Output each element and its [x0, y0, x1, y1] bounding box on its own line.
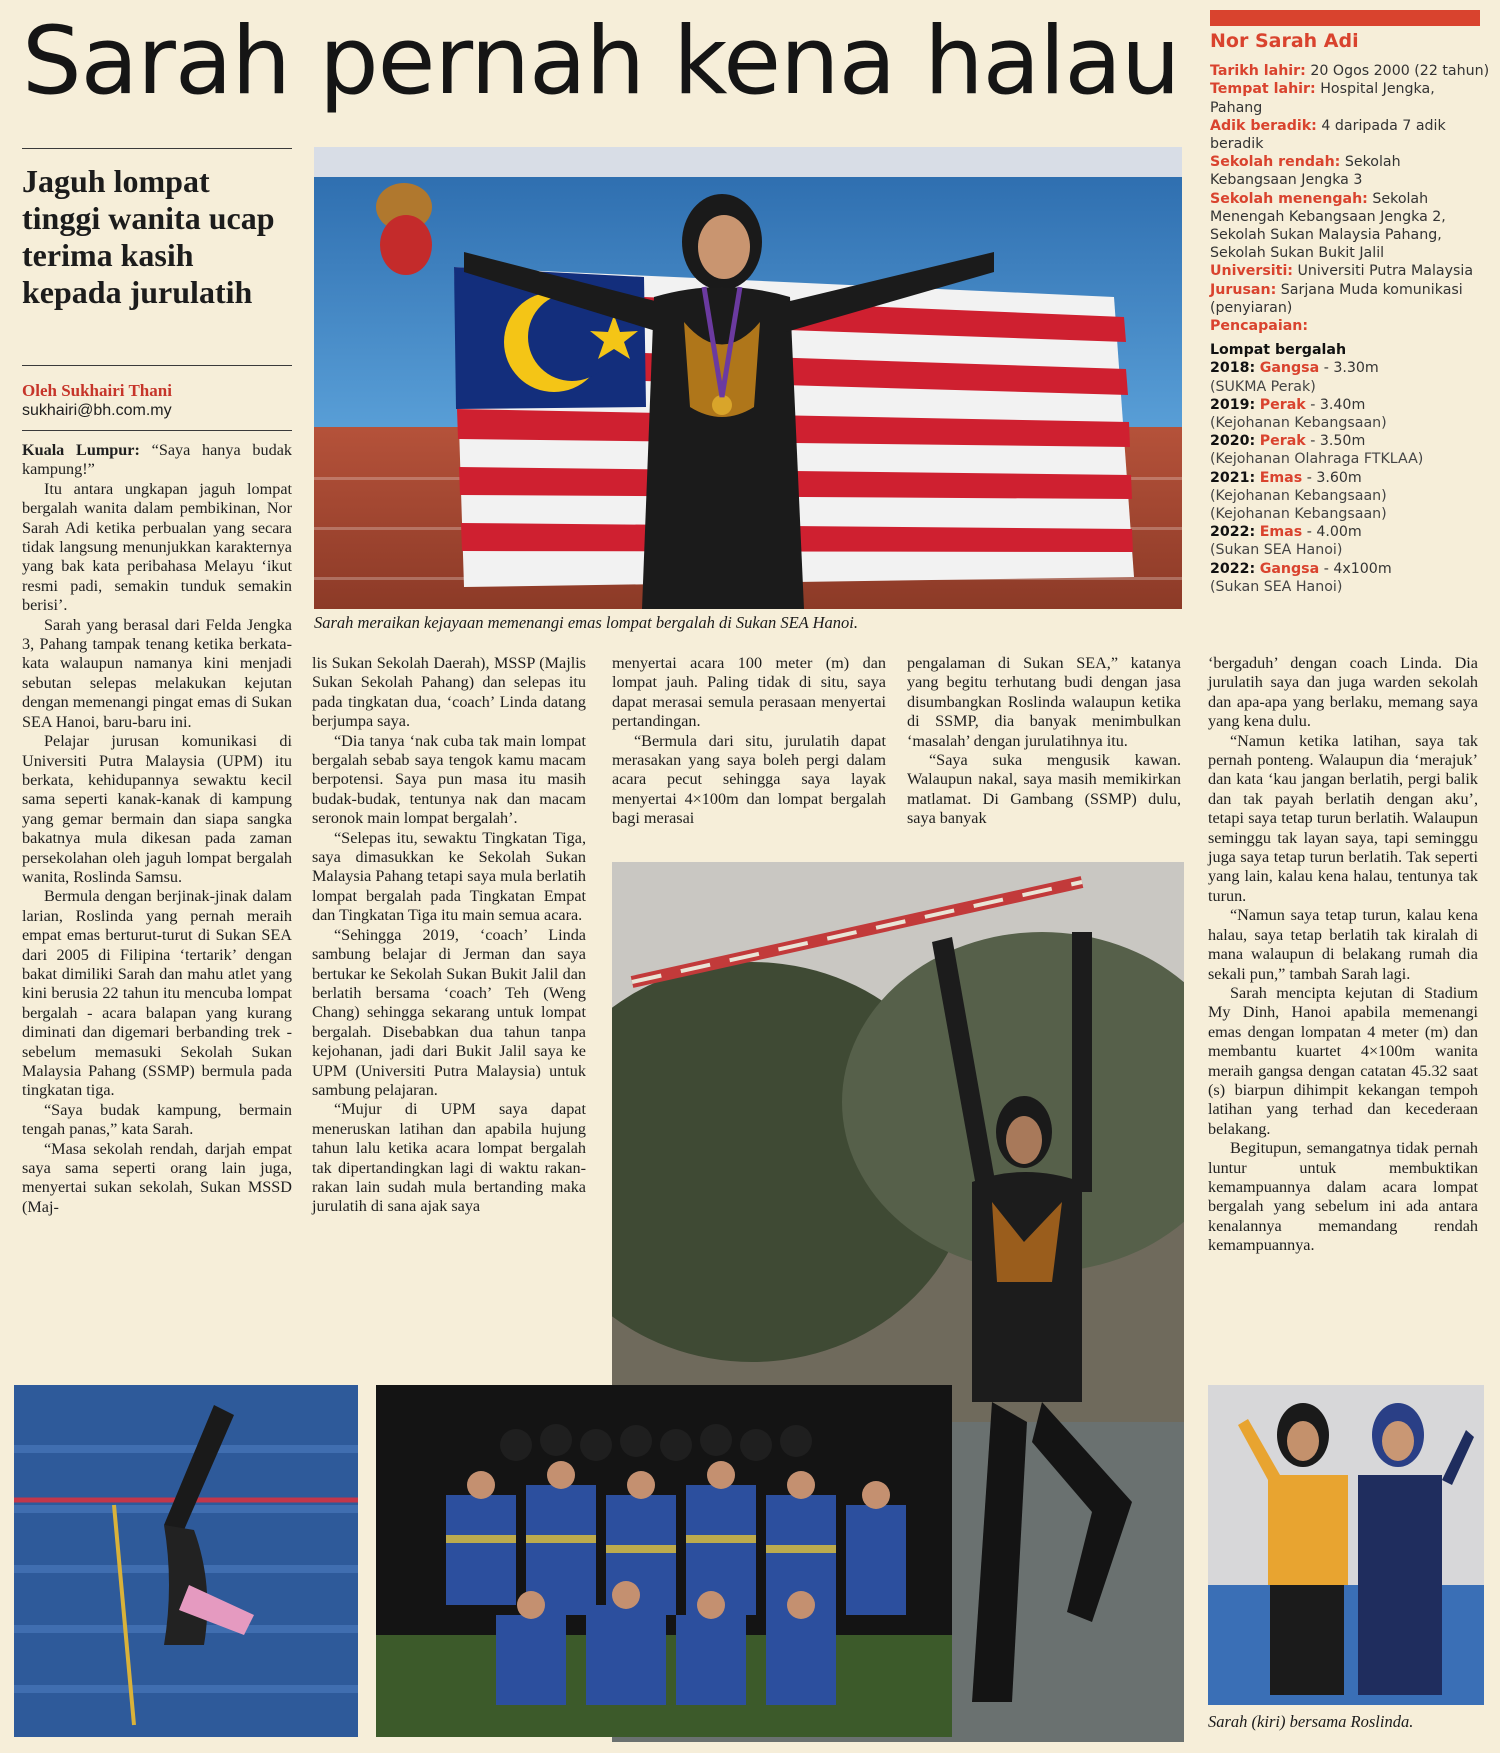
article-paragraph: “Bermula dari situ, jurulatih dapat merasakan yang saya boleh pergi dalam acara pecut sehingga saya layak menyertai 4×100m dan lompat bergalah bagi merasai — [612, 731, 886, 828]
article-paragraph: Sarah mencipta kejutan di Stadium My Dinh, Hanoi apabila memenangi emas dengan lompatan 4 meter (m) dan membantu kuartet 4×100m wanita meraih gangsa dengan catatan 45.32 saat (s) biarpun dihimpit kekangan tempoh latihan yang terhad dan kecederaan belakang. — [1208, 983, 1478, 1138]
article-paragraph: Kuala Lumpur: “Saya hanya budak kampung!” — [22, 441, 292, 479]
sidebar-row-primary-school: Sekolah rendah: Sekolah Kebangsaan Jengka 3 — [1210, 154, 1401, 189]
main-photo-flag — [314, 147, 1182, 609]
article-column-2 — [312, 654, 586, 1217]
article-paragraph: Bermula dengan berjinak-jinak dalam larian, Roslinda yang pernah meraih empat emas berturut-turut di Sukan SEA dari 2005 di Filipina ‘tertarik’ dengan bakat dimiliki Sarah dan mahu atlet yang kini berusia 22 tahun itu mencuba lompat bergalah - acara balapan yang kurang diminati dan digemari berbanding trek - sebelum memasuki Sekolah Sukan Malaysia Pahang (SSMP) bermula pada tingkatan tiga. — [22, 887, 292, 1100]
achievements-title: Lompat bergalah — [1210, 342, 1347, 359]
achievement-item: 2022: Emas - 4.00m (Sukan SEA Hanoi) — [1210, 524, 1362, 559]
article-paragraph: Itu antara ungkapan jaguh lompat bergalah wanita dalam pembikinan, Nor Sarah Adi ketika perbualan yang secara tidak langsung menunjukkan karakternya yang bak kata peribahasa Melayu ‘ikut resmi padi, semakin tunduk semakin berisi’. — [22, 479, 292, 615]
team-group-photo — [376, 1385, 952, 1737]
author-email[interactable]: sukhairi@bh.com.my — [22, 402, 172, 419]
article-paragraph: “Masa sekolah rendah, darjah empat saya sama seperti orang lain juga, menyertai sukan sekolah, Sukan MSSD (Maj- — [22, 1139, 292, 1216]
sidebar-row-major: Jurusan: Sarjana Muda komunikasi (penyiaran) — [1210, 281, 1463, 316]
subhead: Jaguh lompat tinggi wanita ucap terima kasih kepada jurulatih — [22, 163, 275, 310]
article-paragraph: “Mujur di UPM saya dapat meneruskan latihan dan apabila hujung tahun lalu ketika acara lompat bergalah tak dipertandingkan lagi di waktu rakan-rakan lain sudah mula bertanding maka jurulatih di sana ajak saya — [312, 1100, 586, 1216]
sidebar-row-birthdate: Tarikh lahir: 20 Ogos 2000 (22 tahun) — [1210, 63, 1490, 80]
email-rule — [22, 430, 292, 431]
achievement-item: 2022: Gangsa - 4x100m (Sukan SEA Hanoi) — [1210, 560, 1392, 595]
subhead-rule — [22, 148, 292, 149]
article-paragraph: Sarah yang berasal dari Felda Jengka 3, Pahang tampak tenang ketika berkata-kata walaupun namanya kini menjadi sebutan selepas melakukan kejutan dengan memenangi pingat emas di Sukan SEA Hanoi, baru-baru ini. — [22, 615, 292, 731]
sidebar-row-birthplace: Tempat lahir: Hospital Jengka, Pahang — [1210, 81, 1435, 116]
sidebar-row-achievements: Pencapaian: — [1210, 318, 1309, 335]
achievement-item: 2020: Perak - 3.50m (Kejohanan Olahraga FTKLAA) — [1210, 433, 1424, 468]
article-paragraph: “Sehingga 2019, ‘coach’ Linda sambung belajar di Jerman dan saya bertukar ke Sekolah Sukan Bukit Jalil dan berlatih bersama ‘coach’ Teh (Weng Chang) sehingga sekarang untuk lompat bergalah. Disebabkan dua tahun tanpa kejohanan, jadi dari Bukit Jalil saya ke UPM (Universiti Putra Malaysia) untuk sambung pelajaran. — [312, 925, 586, 1099]
article-column-1 — [22, 441, 292, 1217]
vault-bar-photo — [14, 1385, 358, 1737]
roslinda-photo — [1208, 1385, 1484, 1705]
sidebar-row-secondary-school: Sekolah menengah: Sekolah Menengah Kebangsaan Jengka 2, Sekolah Sukan Malaysia Pahang, Sekolah Sukan Bukit Jalil — [1210, 190, 1446, 262]
sidebar-accent-bar — [1210, 10, 1480, 26]
article-paragraph: Begitupun, semangatnya tidak pernah luntur untuk membuktikan kemampuannya dalam acara lompat bergalah yang sebelum ini ada antara kenalannya memandang rendah kemampuannya. — [1208, 1139, 1478, 1255]
article-paragraph: “Namun ketika latihan, saya tak pernah ponteng. Walaupun dia ‘merajuk’ dan kata ‘kau jangan berlatih, pergi balik dan tak payah berlatih dengan aku’, tetapi saya tetap turun berlatih. Walaupun seminggu tak layan saya, tapi seminggu juga saya tetap turun berlatih. Tak seperti yang lain, kalau kena halau, tentunya tak turun. — [1208, 731, 1478, 905]
article-paragraph: pengalaman di Sukan SEA,” katanya yang begitu terhutang budi dengan jasa disumbangkan Roslinda walaupun ketika di SSMP, dia banyak menimbulkan ‘masalah’ dengan jurulatihnya itu. — [907, 654, 1181, 750]
article-paragraph: ‘bergaduh’ dengan coach Linda. Dia jurulatih saya dan juga warden sekolah dan apa-apa yang berlaku, memang saya yang kena dulu. — [1208, 654, 1478, 731]
article-paragraph: “Saya budak kampung, bermain tengah panas,” kata Sarah. — [22, 1100, 292, 1139]
article-paragraph: “Saya suka mengusik kawan. Walaupun nakal, saya masih memikirkan matlamat. Di Gambang (SSMP) dulu, saya banyak — [907, 751, 1181, 828]
article-paragraph: Pelajar jurusan komunikasi di Universiti Putra Malaysia (UPM) itu berkata, kehidupannya sewaktu kecil sama seperti kanak-kanak di kampung yang gemar bermain dan siapa sangka bakatnya mula dikesan pada zaman persekolahan oleh jaguh lompat bergalah wanita, Roslinda Samsu. — [22, 732, 292, 886]
byline-rule — [22, 365, 292, 366]
main-photo-caption: Sarah meraikan kejayaan memenangi emas lompat bergalah di Sukan SEA Hanoi. — [314, 613, 858, 632]
article-paragraph: lis Sukan Sekolah Daerah), MSSP (Majlis Sukan Sekolah Pahang) dan selepas itu pada tingkatan dua, ‘coach’ Linda datang berjumpa saya. — [312, 654, 586, 731]
sidebar-row-siblings: Adik beradik: 4 daripada 7 adik beradik — [1210, 117, 1446, 153]
article-paragraph: menyertai acara 100 meter (m) dan lompat jauh. Paling tidak di situ, saya dapat merasai semula perasaan menyertai pertandingan. — [612, 654, 886, 731]
sidebar-title: Nor Sarah Adi — [1210, 30, 1359, 52]
headline: Sarah pernah kena halau — [22, 7, 1180, 116]
article-column-3 — [612, 654, 886, 829]
article-column-4 — [907, 654, 1181, 829]
profile-sidebar — [1210, 10, 1490, 596]
article-column-5 — [1208, 654, 1478, 1256]
achievement-item: 2021: Emas - 3.60m (Kejohanan Kebangsaan) (Kejohanan Kebangsaan) — [1210, 469, 1387, 523]
roslinda-caption: Sarah (kiri) bersama Roslinda. — [1208, 1712, 1414, 1731]
achievement-item: 2019: Perak - 3.40m (Kejohanan Kebangsaan) — [1210, 396, 1387, 432]
article-paragraph: “Dia tanya ‘nak cuba tak main lompat bergalah sebab saya tengok kamu macam berpotensi. Saya pun masa itu masih budak-budak, tentunya nak dan macam seronok main lompat bergalah’. — [312, 731, 586, 828]
article-paragraph: “Selepas itu, sewaktu Tingkatan Tiga, saya dimasukkan ke Sekolah Sukan Malaysia Pahang tetapi saya mula berlatih lompat bergalah pada Tingkatan Empat dan Tingkatan Tiga itu main semua acara. — [312, 828, 586, 925]
sidebar-row-university: Universiti: Universiti Putra Malaysia — [1210, 263, 1474, 280]
achievement-item: 2018: Gangsa - 3.30m (SUKMA Perak) — [1210, 360, 1379, 395]
article-paragraph: “Namun saya tetap turun, kalau kena halau, saya tetap berlatih tak kiralah di mana walaupun di belakang rumah dia sekali pun,” tambah Sarah lagi. — [1208, 906, 1478, 983]
byline: Oleh Sukhairi Thani — [22, 381, 172, 400]
